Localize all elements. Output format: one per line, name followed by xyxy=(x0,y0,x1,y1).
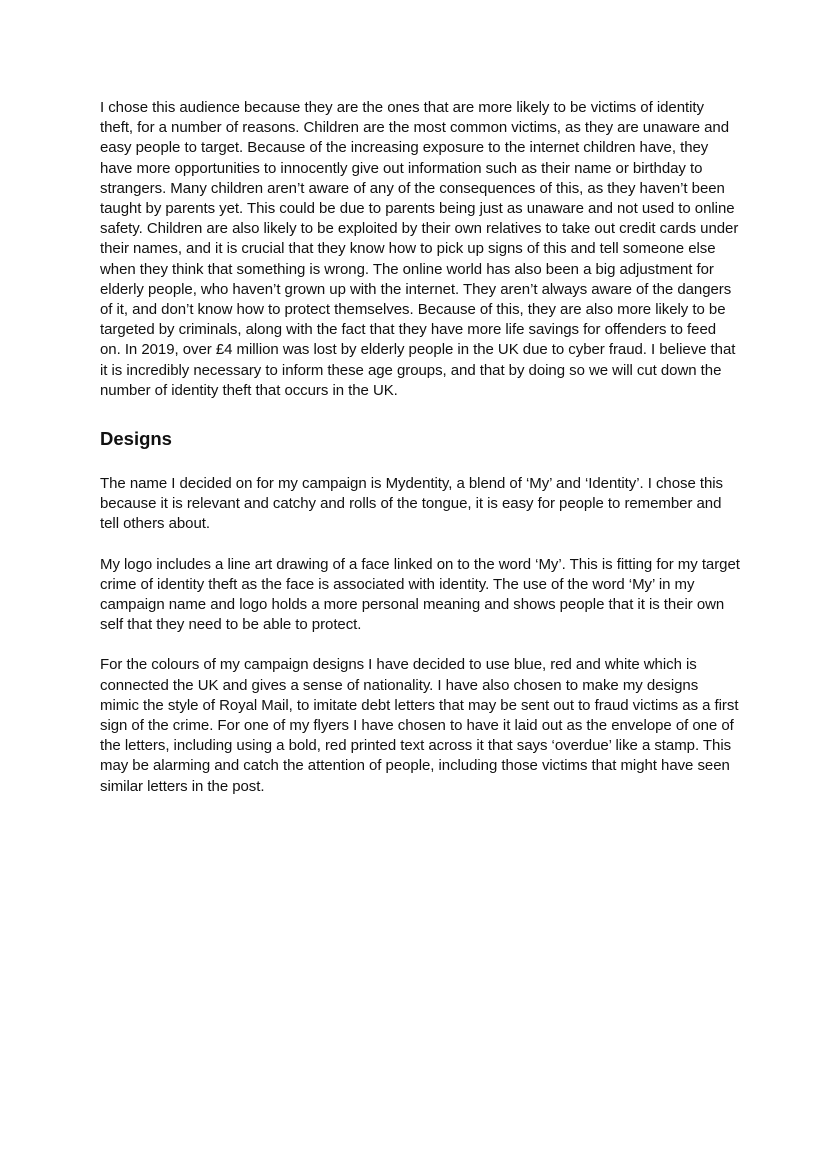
designs-heading: Designs xyxy=(100,428,172,450)
campaign-name-paragraph: The name I decided on for my campaign is Mydentity, a blend of ‘My’ and ‘Identity’. I chose this because it is relevant and catchy and rolls of the tongue, it is easy for people to remember and tell others about. xyxy=(100,475,724,533)
colours-paragraph: For the colours of my campaign designs I have decided to use blue, red and white which is connected the UK and gives a sense of nationality. I have also chosen to make my designs mimic the style of Royal Mail, to imitate debt letters that may be sent out to fraud victims as a first sign of the crime. For one of my flyers I have chosen to have it laid out as the envelope of one of the letters, including using a bold, red printed text across it that says ‘overdue’ like a stamp. This may be alarming and catch the attention of people, including those victims that might have seen similar letters in the post. xyxy=(100,656,739,795)
intro-paragraph: I chose this audience because they are the ones that are more likely to be victims of identity theft, for a number of reasons. Children are the most common victims, as they are unaware and easy people to target. Because of the increasing exposure to the internet children have, they have more opportunities to innocently give out information such as their name or birthday to strangers. Many children aren’t aware of any of the consequences of this, as they haven’t been taught by parents yet. This could be due to parents being just as unaware and not used to online safety. Children are also likely to be exploited by their own relatives to take out credit cards under their names, and it is crucial that they know how to pick up signs of this and tell someone else when they think that something is wrong. The online world has also been a big adjustment for elderly people, who haven’t grown up with the internet. They aren’t always aware of the dangers of it, and don’t know how to protect themselves. Because of this, they are also more likely to be targeted by criminals, along with the fact that they have more life savings for offenders to feed on. In 2019, over £4 million was lost by elderly people in the UK due to cyber fraud. I believe that it is incredibly necessary to inform these age groups, and that by doing so we will cut down the number of identity theft that occurs in the UK. xyxy=(100,99,739,399)
document-page xyxy=(100,98,740,817)
logo-paragraph: My logo includes a line art drawing of a face linked on to the word ‘My’. This is fitting for my target crime of identity theft as the face is associated with identity. The use of the word ‘My’ in my campaign name and logo holds a more personal meaning and shows people that it is their own self that they need to be able to protect. xyxy=(100,555,740,634)
